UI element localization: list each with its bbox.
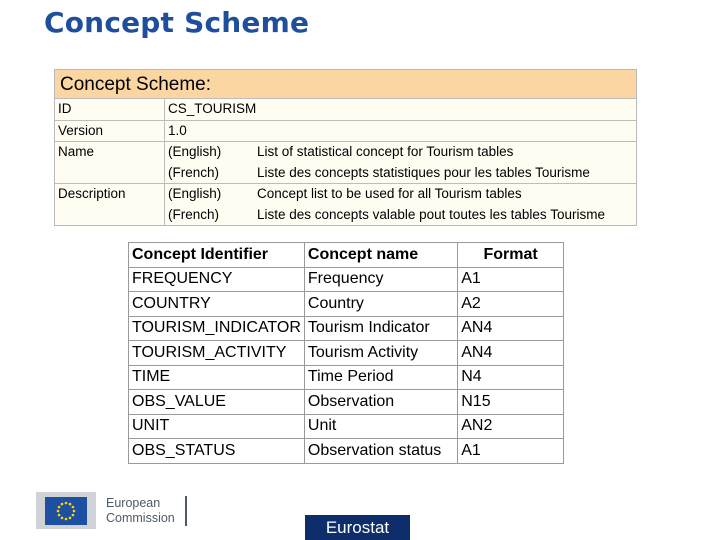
flag-star [69,502,72,505]
concept-identifier-cell: OBS_STATUS [129,439,305,464]
concept-table [128,242,564,464]
format-cell: A2 [458,292,564,317]
scheme-key [55,142,165,183]
scheme-value: CS_TOURISM [168,101,257,116]
scheme-key-label: Description [58,186,126,201]
european-commission-logo [36,492,187,529]
concept-identifier-cell: TOURISM_INDICATOR [129,316,305,341]
scheme-row-id [55,99,636,121]
table-row [129,390,564,415]
column-header: Concept name [304,243,457,268]
table-row [129,365,564,390]
concept-name-cell: Unit [304,414,457,439]
lang-label: (French) [168,206,220,222]
format-cell: AN4 [458,316,564,341]
concept-name-cell: Observation [304,390,457,415]
scheme-sub-row [168,205,636,226]
scheme-header: Concept Scheme: [55,70,636,99]
lang-text: List of statistical concept for Tourism tables [257,144,514,159]
page-title: Concept Scheme [44,6,310,39]
flag-star [58,513,61,516]
concept-identifier-cell: UNIT [129,414,305,439]
concept-identifier-cell: TOURISM_ACTIVITY [129,341,305,366]
concept-identifier-cell: FREQUENCY [129,267,305,292]
format-cell: A1 [458,439,564,464]
format-cell: A1 [458,267,564,292]
table-row [129,341,564,366]
scheme-value [165,184,636,225]
scheme-sub-row [168,184,636,205]
scheme-key-label: Name [58,144,95,159]
flag-star [72,513,75,516]
eu-flag-icon [36,492,96,529]
flag-star [61,516,64,519]
flag-star [73,509,76,512]
logo-divider [185,496,187,526]
concept-name-cell: Country [304,292,457,317]
column-header: Format [458,243,564,268]
logo-line: European [106,495,161,510]
format-cell: AN4 [458,341,564,366]
scheme-sub-row [168,163,636,184]
logo-line: Commission [106,510,175,525]
lang-label: (English) [168,186,222,201]
lang-text: Concept list to be used for all Tourism tables [257,186,522,201]
concept-identifier-cell: COUNTRY [129,292,305,317]
format-cell: AN2 [458,414,564,439]
lang-text: Liste des concepts valable pout toutes les tables Tourisme [257,206,605,222]
lang-label: (English) [168,144,222,159]
concept-name-cell: Tourism Activity [304,341,457,366]
flag-star [65,501,68,504]
table-header-row [129,243,564,268]
scheme-row-description [55,184,636,225]
flag-star [57,509,60,512]
table-row [129,267,564,292]
concept-identifier-cell: TIME [129,365,305,390]
scheme-row-version [55,121,636,143]
table-row [129,414,564,439]
table-row [129,439,564,464]
format-cell: N15 [458,390,564,415]
flag-star [58,505,61,508]
flag-star [72,505,75,508]
scheme-sub-row [168,142,636,163]
flag-star [69,516,72,519]
concept-scheme-box [54,69,637,226]
scheme-key: Version [55,121,165,142]
lang-text: Liste des concepts statistiques pour les tables Tourisme [257,164,590,180]
scheme-value: 1.0 [168,122,187,138]
scheme-row-name [55,142,636,184]
scheme-key: ID [55,99,165,120]
concept-identifier-cell: OBS_VALUE [129,390,305,415]
concept-name-cell: Tourism Indicator [304,316,457,341]
concept-name-cell: Frequency [304,267,457,292]
lang-label: (French) [168,164,220,180]
eurostat-badge: Eurostat [305,515,410,540]
logo-text [106,496,175,526]
column-header: Concept Identifier [129,243,305,268]
concept-name-cell: Time Period [304,365,457,390]
scheme-key [55,184,165,225]
flag-star [65,517,68,520]
table-row [129,316,564,341]
flag-star [61,502,64,505]
concept-name-cell: Observation status [304,439,457,464]
format-cell: N4 [458,365,564,390]
table-row [129,292,564,317]
scheme-value [165,142,636,183]
